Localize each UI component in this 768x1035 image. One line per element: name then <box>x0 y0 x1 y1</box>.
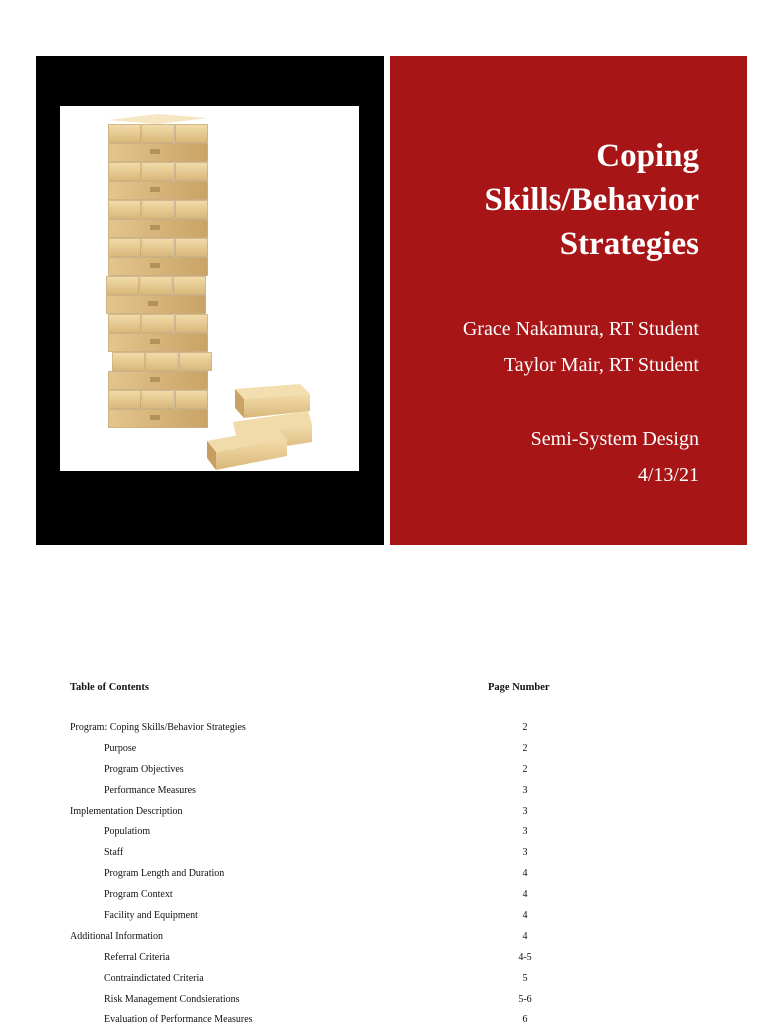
toc-row <box>0 847 768 868</box>
toc-row <box>0 910 768 931</box>
cover-image-panel <box>36 56 384 545</box>
cover-title-panel <box>390 56 747 545</box>
toc-entry-label: Populatiom <box>104 826 151 838</box>
toc-row <box>0 994 768 1015</box>
toc-entry-label: Implementation Description <box>70 805 183 817</box>
jenga-tower-image <box>60 106 359 471</box>
toc-entry-page: 2 <box>522 763 528 775</box>
toc-entry-label: Performance Measures <box>104 784 196 796</box>
toc-row <box>0 868 768 889</box>
toc-entries <box>0 722 768 1035</box>
toc-row <box>0 743 768 764</box>
document-title: Coping Skills/Behavior Strategies <box>484 138 699 262</box>
toc-entry-page: 3 <box>522 826 528 838</box>
author-list <box>379 311 699 383</box>
toc-row <box>0 931 768 952</box>
toc-entry-label: Referral Criteria <box>104 951 170 963</box>
toc-entry-label: Additional Information <box>70 930 164 942</box>
document-date: 4/13/21 <box>637 464 699 486</box>
toc-row <box>0 806 768 827</box>
toc-entry-label: Contraindictated Criteria <box>104 972 204 984</box>
toc-entry-page: 4 <box>522 910 528 922</box>
course-info <box>379 421 699 493</box>
toc-entry-label: Staff <box>104 847 124 859</box>
author-1: Grace Nakamura, RT Student <box>462 318 699 340</box>
toc-row <box>0 889 768 910</box>
toc-entry-label: Program Objectives <box>104 763 184 775</box>
toc-entry-page: 3 <box>522 847 528 859</box>
course-name: Semi-System Design <box>530 428 699 450</box>
toc-row <box>0 1014 768 1035</box>
toc-entry-label: Program Length and Duration <box>104 868 225 880</box>
toc-entry-page: 4 <box>522 889 528 901</box>
toc-entry-label: Program: Coping Skills/Behavior Strategies <box>70 722 246 733</box>
toc-entry-page: 2 <box>522 722 528 733</box>
toc-row <box>0 722 768 743</box>
toc-entry-page: 3 <box>522 805 528 817</box>
toc-row <box>0 785 768 806</box>
toc-row <box>0 973 768 994</box>
toc-entry-page: 6 <box>522 1014 528 1026</box>
toc-page-heading: Page Number <box>488 682 550 693</box>
toc-entry-page: 4 <box>522 930 528 942</box>
author-2: Taylor Mair, RT Student <box>503 354 699 376</box>
toc-row <box>0 952 768 973</box>
toc-row <box>0 826 768 847</box>
toc-entry-page: 5-6 <box>518 993 532 1005</box>
toc-entry-page: 2 <box>522 742 528 754</box>
toc-entry-label: Risk Management Condsierations <box>104 993 240 1005</box>
toc-entry-page: 4 <box>522 868 528 880</box>
toc-entry-page: 3 <box>522 784 528 796</box>
toc-row <box>0 764 768 785</box>
toc-heading: Table of Contents <box>70 682 149 693</box>
toc-entry-label: Facility and Equipment <box>104 910 198 922</box>
toc-entry-page: 4-5 <box>518 951 532 963</box>
toc-entry-label: Purpose <box>104 742 137 754</box>
toc-entry-label: Evaluation of Performance Measures <box>104 1014 253 1026</box>
toc-entry-label: Program Context <box>104 889 173 901</box>
toc-entry-page: 5 <box>522 972 528 984</box>
